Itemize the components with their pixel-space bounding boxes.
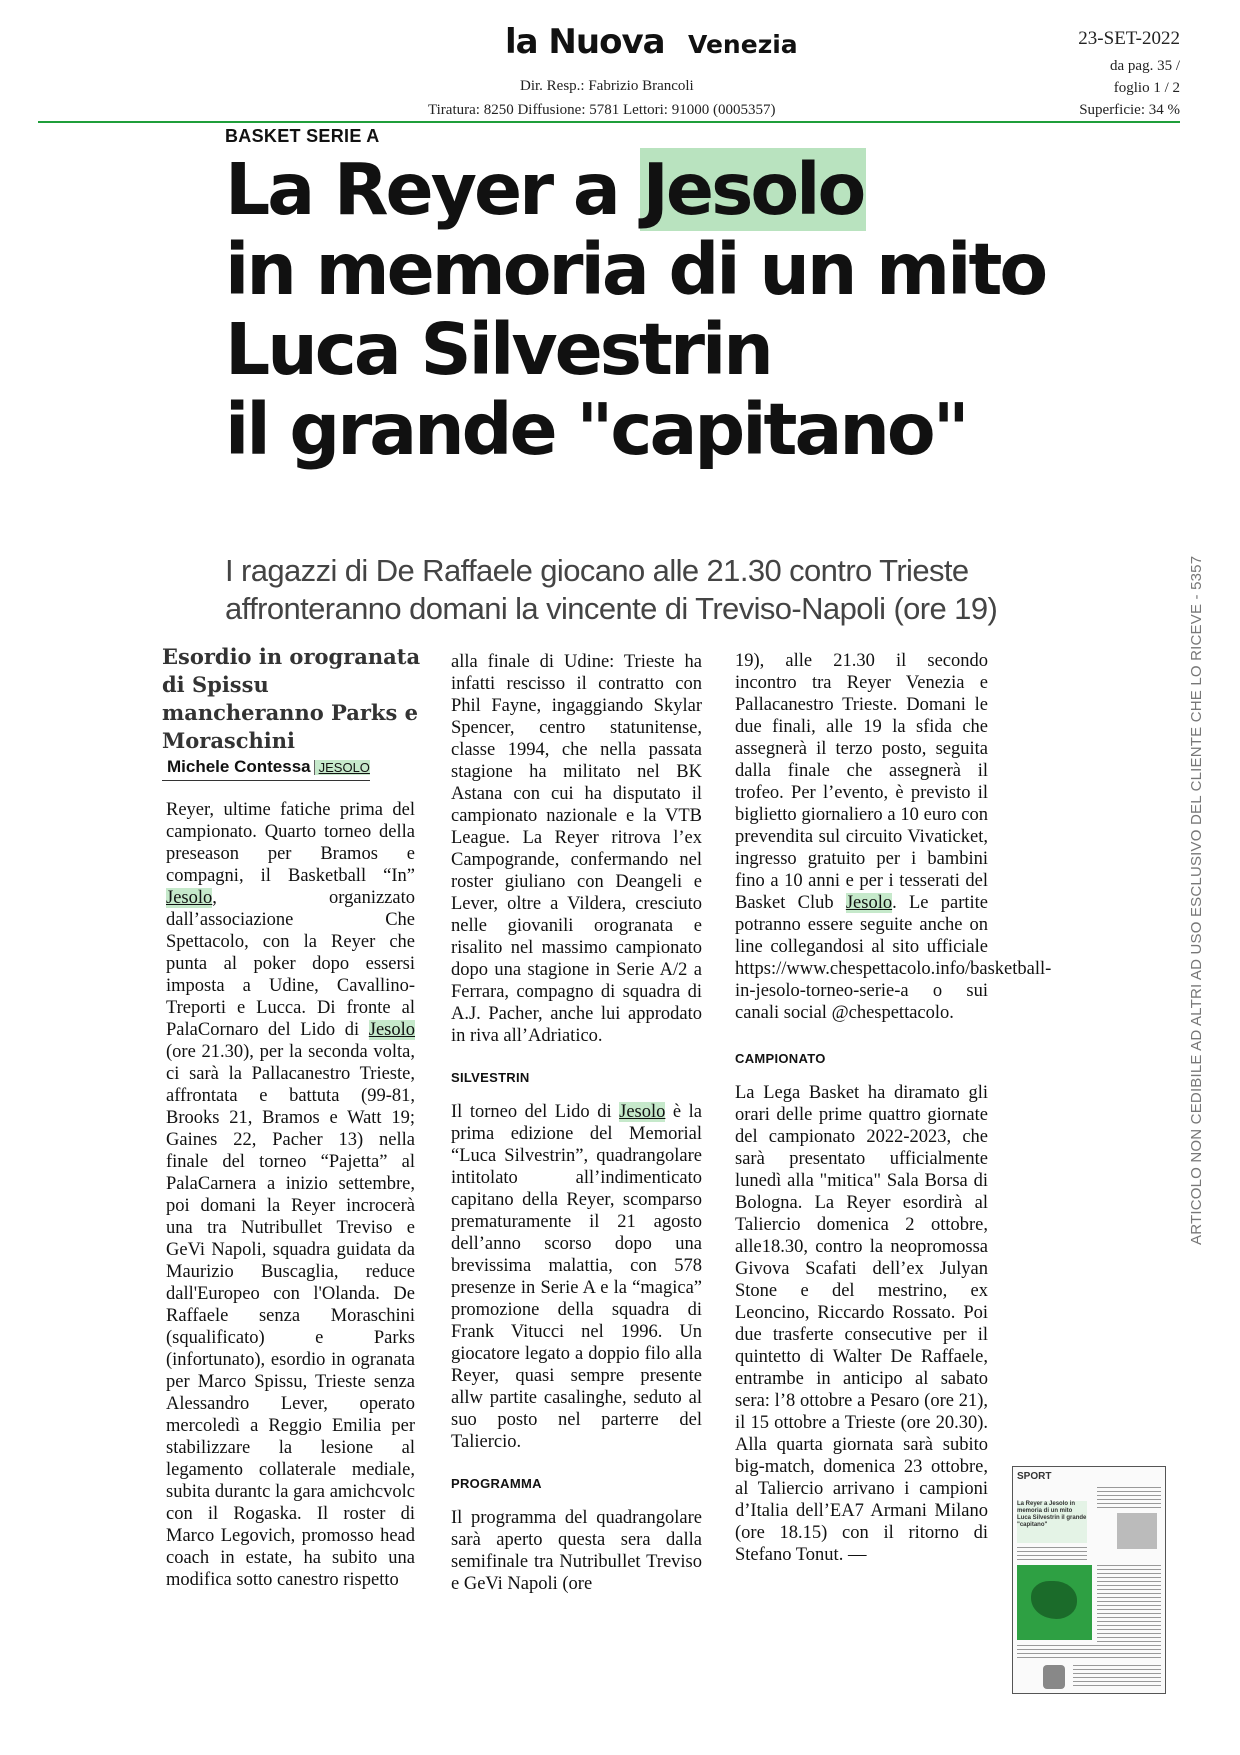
section-kicker: BASKET SERIE A [225, 126, 380, 146]
sheet-ref: foglio 1 / 2 [1113, 80, 1180, 96]
headline-highlight: Jesolo [640, 148, 867, 231]
text-run: 19), alle 21.30 il secondo incontro tra Reyer Venezia e Pallacanestro Trieste. Domani le due finali, alle 19 la sfida che assegnerà il terzo posto, seguita dalla finale che assegnerà il trofeo. Per l’evento, è previsto il biglietto giornaliero a 10 euro con prevendita sul circuito Vivaticket, ingresso gratuito per i bambini fino a 10 anni e per i tesserati del Basket Club [735, 651, 988, 913]
article-column-1 [166, 799, 415, 1591]
thumbnail-text-block [1017, 1645, 1161, 1659]
text-run: . Le partite potranno essere seguite anche on line collegandosi al sito ufficiale https://www.chespettacolo.info/basketball-in-jesolo-torneo-serie-a o sui canali social @chespettacolo. [735, 893, 1052, 1023]
thumbnail-small-portrait [1043, 1665, 1065, 1689]
subheadline-line-1: I ragazzi di De Raffaele giocano alle 21.30 contro Trieste [225, 553, 969, 588]
paragraph [735, 650, 1052, 1024]
keyword-highlight: Jesolo [845, 893, 893, 913]
headline-line-3: Luca Silvestrin [225, 308, 771, 391]
headline [225, 150, 1085, 470]
newspaper-city: Venezia [688, 30, 798, 59]
thumbnail-text-block [1097, 1487, 1161, 1509]
section-heading-programma: PROGRAMMA [451, 1476, 542, 1491]
author-name: Michele Contessa [167, 757, 311, 776]
text-run: (ore 21.30), per la seconda volta, ci sarà la Pallacanestro Trieste, affrontata e battuta (99-81, Brooks 21, Bramos e Watt 19; Gaines 22, Pacher 13) nella finale del torneo “Pajetta” al PalaCarnera a inizio settembre, poi domani la Reyer incrocerà una tra Nutribullet Treviso e GeVi Napoli, squadra guidata da Maurizio Buscaglia, reduce dall'Europeo con l'Olanda. De Raffaele senza Moraschini (squalificato) e Parks (infortunato), esordio in ogranata per Marco Spissu, Trieste senza Alessandro Lever, operato mercoledì a Reggio Emilia per stabilizzare la lesione al legamento collaterale mediale, subita durantc la gara amichcvolc con il Rogaska. Il roster di Marco Legovich, promosso head coach in estate, ha subito una modifica sotto canestro rispetto [166, 1042, 415, 1590]
headline-line-2: in memoria di un mito [225, 228, 1046, 311]
text-run: , organizzato dall’associazione Che Spettacolo, con la Reyer che punta al poker dopo essersi imposta a Udine, Cavallino-Treporti e Lucca. Di fronte al PalaCornaro del Lido di [166, 888, 415, 1040]
headline-line-1-text: La Reyer a [225, 148, 640, 231]
text-run: Reyer, ultime fatiche prima del campionato. Quarto torneo della preseason per Bramos e compagni, il Basketball “In” [166, 800, 415, 886]
keyword-highlight: Jesolo [368, 1020, 415, 1040]
page-thumbnail [1012, 1466, 1166, 1694]
headline-line-1 [225, 150, 1085, 230]
section-heading-silvestrin: SILVESTRIN [451, 1070, 530, 1085]
thumbnail-headline: La Reyer a Jesolo in memoria di un mito Luca Silvestrin il grande "capitano" [1017, 1501, 1087, 1543]
paragraph [166, 799, 415, 1591]
circulation-line: Tiratura: 8250 Diffusione: 5781 Lettori: 91000 (0005357) [428, 102, 776, 118]
subheadline [225, 552, 1045, 628]
thumbnail-court-photo [1017, 1565, 1092, 1640]
copyright-side-note: ARTICOLO NON CEDIBILE AD ALTRI AD USO ESCLUSIVO DEL CLIENTE CHE LO RICEVE - 5357 [1188, 555, 1205, 1245]
subheadline-line-2: affronteranno domani la vincente di Treviso-Napoli (ore 19) [225, 591, 998, 626]
paragraph: alla finale di Udine: Trieste ha infatti rescisso il contratto con Phil Fayne, ingaggiando Skylar Spencer, centro statunitense, classe 1994, che nella passata stagione ha militato nel BK Astana con cui ha disputato il campionato nazionale e la VTB League. La Reyer ritrova l’ex Campogrande, confermando nel roster giuliano con Deangeli e Lever, oltre a Vildera, cresciuto nelle giovanili orogranata e risalito nel massimo campionato dopo una stagione in Serie A/2 a Ferrara, compagno di squadra di A.J. Pacher, anche lui approdato in riva all’Adriatico. [451, 652, 702, 1046]
article-column-2 [451, 651, 702, 1595]
paragraph: Il programma del quadrangolare sarà aperto questa sera dalla semifinale tra Nutribullet Treviso e GeVi Napoli (ore [451, 1508, 702, 1594]
paragraph: La Lega Basket ha diramato gli orari delle prime quattro giornate del campionato 2022-2023, che sarà presentato ufficialmente lunedì alla "mitica" Sala Borsa di Bologna. La Reyer esordirà al Taliercio domenica 2 ottobre, alle18.30, contro la neopromossa Givova Scafati dell’ex Julyan Stone e del mestrino, ex Leoncino, Riccardo Rossato. Poi due trasferte consecutive per il quintetto di Walter De Raffaele, entrambe in anticipo al sabato sera: l’8 ottobre a Pesaro (ore 21), il 15 ottobre a Trieste (ore 20.30). Alla quarta giornata sarà subito big-match, domenica 23 ottobre, al Taliercio arrivano i campioni d’Italia dell’EA7 Armani Milano (ore 18.15) con il ritorno di Stefano Tonut. — [735, 1083, 988, 1565]
text-run: Il torneo del Lido di [451, 1102, 620, 1122]
masthead [0, 0, 1240, 125]
thumbnail-text-block [1073, 1665, 1161, 1689]
keyword-highlight: Jesolo [619, 1102, 666, 1122]
dateline-location: JESOLO [314, 760, 370, 775]
section-heading-campionato: CAMPIONATO [735, 1051, 826, 1066]
header-rule [38, 121, 1180, 123]
byline [167, 757, 370, 777]
thumbnail-section-label: SPORT [1017, 1471, 1052, 1482]
paragraph [451, 1101, 702, 1453]
thumbnail-portrait-photo [1117, 1513, 1157, 1549]
byline-rule [162, 780, 370, 781]
headline-line-4: il grande "capitano" [225, 388, 967, 471]
article-summary: Esordio in orogranata di Spissu mancheranno Parks e Moraschini [162, 644, 421, 753]
thumbnail-text-block [1097, 1565, 1161, 1655]
keyword-highlight: Jesolo [166, 888, 213, 908]
newspaper-logo: la Nuova [505, 22, 665, 62]
text-run: è la prima edizione del Memorial “Luca Silvestrin”, quadrangolare intitolato all’indimenticato capitano della Reyer, scomparso prematuramente il 21 agosto dell’anno scorso dopo una brevissima malattia, con 578 presenze in Serie A e la “magica” promozione della squadra di Frank Vitucci nel 1996. Un giocatore legato a doppio filo alla Reyer, quasi sempre presente allw partite casalinghe, seduto al suo posto nel parterre del Taliercio. [451, 1102, 703, 1452]
thumbnail-text-block [1017, 1547, 1087, 1561]
surface-ref: Superficie: 34 % [1079, 102, 1180, 118]
director-line: Dir. Resp.: Fabrizio Brancoli [520, 78, 694, 94]
page-ref: da pag. 35 / [1110, 58, 1180, 74]
issue-date: 23-SET-2022 [1078, 28, 1180, 49]
